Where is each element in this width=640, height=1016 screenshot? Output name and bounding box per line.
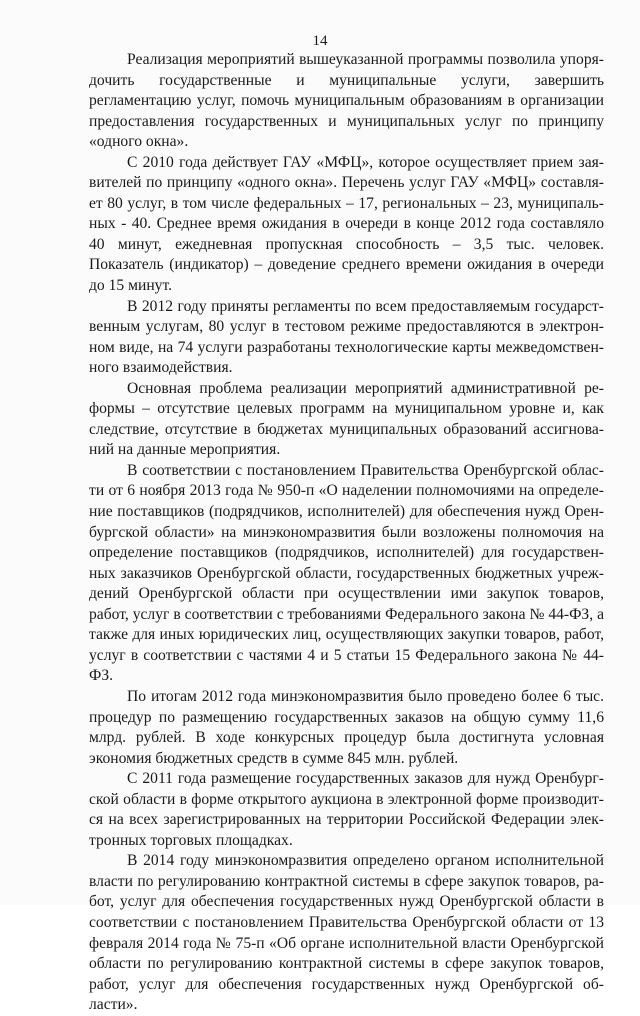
paragraph-2: С 2010 года действует ГАУ «МФЦ», которое осуществляет прием заявителей по принципу «одного окна». Перечень услуг ГАУ «МФЦ» составляет 80 услуг, в том числе федеральных – 17, региональных – 23, муниципальных - 40. Среднее время ожидания в очереди в конце 2012 года составляло 40 минут, ежедневная пропускная способность – 3,5 тыс. человек. Показатель (индикатор) – доведение среднего времени ожидания в очереди до 15 минут. [89, 153, 604, 295]
paragraph-5: В соответствии с постановлением Правительства Оренбургской области от 6 ноября 2013 года № 950-п «О наделении полномочиями на определение поставщиков (подрядчиков, исполнителей) для обеспечения нужд Оренбургской области» на минэкономразвития были возложены полномочия на определение поставщиков (подрядчиков, исполнителей) для государственных заказчиков Оренбургской области, государственных бюджетных учреждений Оренбургской области при осуществлении ими закупок товаров, работ, услуг в соответствии с требованиями Федерального закона № 44-ФЗ, а также для иных юридических лиц, осуществляющих закупки товаров, работ, услуг в соответствии с частями 4 и 5 статьи 15 Федерального закона № 44-ФЗ. [89, 461, 604, 685]
paragraph-7: С 2011 года размещение государственных заказов для нужд Оренбургской области в форме открытого аукциона в электронной форме производится на всех зарегистрированных на территории Российской Федерации электронных торговых площадках. [89, 770, 604, 849]
paragraph-3: В 2012 году приняты регламенты по всем предоставляемым государственным услугам, 80 услуг в тестовом режиме предоставляются в электронном виде, на 74 услуги разработаны технологические карты межведомственного взаимодействия. [89, 297, 604, 377]
document-body [89, 50, 604, 1016]
page-number: 14 [312, 33, 328, 49]
paragraph-1: Реализация мероприятий вышеуказанной программы позволила упорядочить государственные и муниципальные услуги, завершить регламентацию услуг, помочь муниципальным образованиям в организации предоставления государственных и муниципальных услуг по принципу «одного окна». [89, 51, 604, 151]
paragraph-6: По итогам 2012 года минэкономразвития было проведено более 6 тыс. процедур по размещению государственных заказов на общую сумму 11,6 млрд. рублей. В ходе конкурсных процедур была достигнута условная экономия бюджетных средств в сумме 845 млн. рублей. [89, 687, 604, 767]
paragraph-8: В 2014 году минэкономразвития определено органом исполнительной власти по регулированию контрактной системы в сфере закупок товаров, работ, услуг для обеспечения государственных нужд Оренбургской области в соответствии с постановлением Правительства Оренбургской области от 13 февраля 2014 года № 75-п «Об органе исполнительной власти Оренбургской области по регулированию контрактной системы в сфере закупок товаров, работ, услуг для обеспечения государственных нужд Оренбургской области». [89, 852, 604, 1014]
paragraph-4: Основная проблема реализации мероприятий административной реформы – отсутствие целевых программ на муниципальном уровне и, как следствие, отсутствие в бюджетах муниципальных образований ассигнований на данные мероприятия. [89, 379, 604, 459]
